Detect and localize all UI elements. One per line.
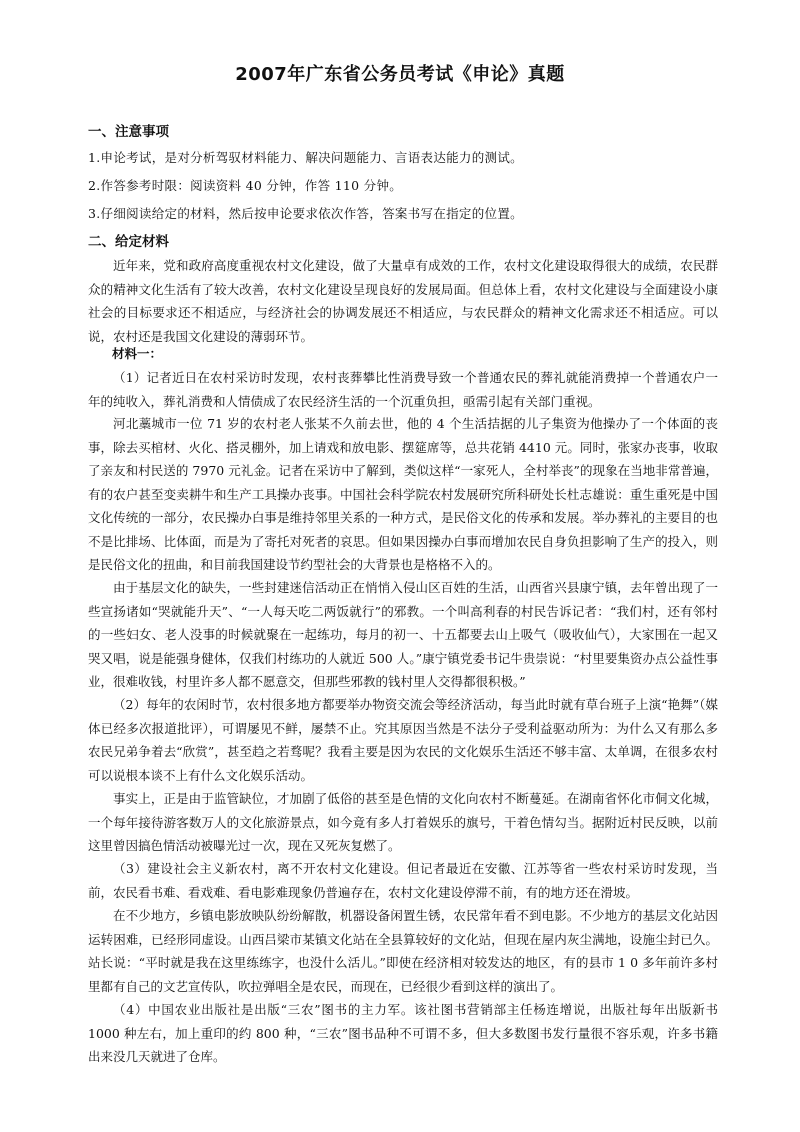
notice-item-3: 3.仔细阅读给定的材料，然后按申论要求依次作答，答案书写在指定的位置。 bbox=[88, 206, 523, 221]
material-paragraph: （3）建设社会主义新农村，离不开农村文化建设。但记者最近在安徽、江苏等省一些农村采访时发现，当前，农民看书难、看戏难、看电影难现象仍普遍存在，农村文化建设停滞不前，有的地方还在滑坡。 bbox=[88, 861, 718, 900]
notice-item-1: 1.申论考试，是对分析驾驭材料能力、解决问题能力、言语表达能力的测试。 bbox=[88, 150, 523, 165]
material-paragraph: 事实上，正是由于监管缺位，才加剧了低俗的甚至是色情的文化向农村不断蔓延。在湖南省怀化市侗文化城，一个每年接待游客数万人的文化旅游景点，如今竟有多人打着娱乐的旗号，干着色情勾当。据附近村民反映，以前这里曾因搞色情活动被曝光过一次，现在又死灰复燃了。 bbox=[88, 791, 718, 853]
material-paragraph: 河北藁城市一位 71 岁的农村老人张某不久前去世，他的 4 个生活拮据的儿子集资为他操办了一个体面的丧事，除去买棺材、火化、搭灵棚外，加上请戏和放电影、摆筵席等，总共花销 4410 元。同时，张家办丧事，收取了亲友和村民送的 7970 元礼金。记者在采访中了解到，类似这样“一家死人，全村举丧”的现象在当地非常普遍，有的农户甚至变卖耕牛和生产工具操办丧事。中国社会科学院农村发展研究所科研处长杜志雄说：重生重死是中国文化传统的一部分，农民操办白事是维持邻里关系的一种方式，是民俗文化的传承和发展。举办葬礼的主要目的也不是比排场、比体面，而是为了寄托对死者的哀思。但如果因操办白事而增加农民自身负担影响了生产的投入，则是民俗文化的扭曲，和目前我国建设节约型社会的大背景也是格格不入的。 bbox=[88, 416, 718, 572]
materials-intro: 近年来，党和政府高度重视农村文化建设，做了大量卓有成效的工作，农村文化建设取得很大的成绩，农民群众的精神文化生活有了较大改善，农村文化建设呈现良好的发展局面。但总体上看，农村文化建设与全面建设小康社会的目标要求还不相适应，与经济社会的协调发展还不相适应，与农民群众的精神文化需求还不相适应。可以说，农村还是我国文化建设的薄弱环节。 bbox=[88, 258, 718, 344]
material-paragraph: 在不少地方，乡镇电影放映队纷纷解散，机器设备闲置生锈，农民常年看不到电影。不少地方的基层文化站因运转困难，已经形同虚设。山西吕梁市某镇文化站在全县算较好的文化站，但现在屋内灰尘满地，设施尘封已久。站长说：“平时就是我在这里练练字，也没什么活儿。”即使在经济相对较发达的地区，有的县市 1 0 多年前许多村里都有自己的文艺宣传队，吹拉弹唱全是农民，而现在，已经很少看到这样的演出了。 bbox=[88, 908, 718, 994]
material-paragraph: （4）中国农业出版社是出版“三农”图书的主力军。该社图书营销部主任杨连增说，出版社每年出版新书 1000 种左右，加上重印的约 800 种，“三农”图书品种不可谓不多，但大多数图书发行量很不容乐观，许多书籍出来没几天就进了仓库。 bbox=[88, 1002, 718, 1064]
notice-item-2: 2.作答参考时限：阅读资料 40 分钟，作答 110 分钟。 bbox=[88, 178, 403, 193]
material-1-label: 材料一： bbox=[112, 346, 163, 361]
material-paragraph: （2）每年的农闲时节，农村很多地方都要举办物资交流会等经济活动，每当此时就有草台班子上演“艳舞”（媒体已经多次报道批评），可谓屡见不鲜，屡禁不止。究其原因当然是不法分子受利益驱动所为：为什么又有那么多农民兄弟争着去“欣赏”，甚至趋之若骛呢？我看主要是因为农民的文化娱乐生活还不够丰富、太单调，在很多农村可以说根本谈不上有什么文化娱乐活动。 bbox=[88, 697, 718, 783]
notice-heading: 一、注意事项 bbox=[88, 124, 169, 140]
material-paragraph: （1）记者近日在农村采访时发现，农村丧葬攀比性消费导致一个普通农民的葬礼就能消费掉一个普通农户一年的纯收入，葬礼消费和人情债成了农民经济生活的一个沉重负担，亟需引起有关部门重视。 bbox=[88, 370, 718, 409]
materials-heading: 二、给定材料 bbox=[88, 234, 169, 250]
page-title: 2007年广东省公务员考试《申论》真题 bbox=[235, 64, 565, 85]
material-paragraph: 由于基层文化的缺失，一些封建迷信活动正在悄悄入侵山区百姓的生活，山西省兴县康宁镇，去年曾出现了一些宣扬诸如“哭就能升天”、“一人每天吃二两饭就行”的邪教。一个叫高利春的村民告诉记者：“我们村，还有邻村的一些妇女、老人没事的时候就聚在一起练功，每月的初一、十五都要去山上吸气（吸收仙气），大家围在一起又哭又唱，说是能强身健体，仅我们村练功的人就近 500 人。”康宁镇党委书记牛贵崇说：“村里要集资办点公益性事业，很难收钱，村里许多人都不愿意交，但那些邪教的钱村里人交得都很积极。” bbox=[88, 580, 718, 689]
